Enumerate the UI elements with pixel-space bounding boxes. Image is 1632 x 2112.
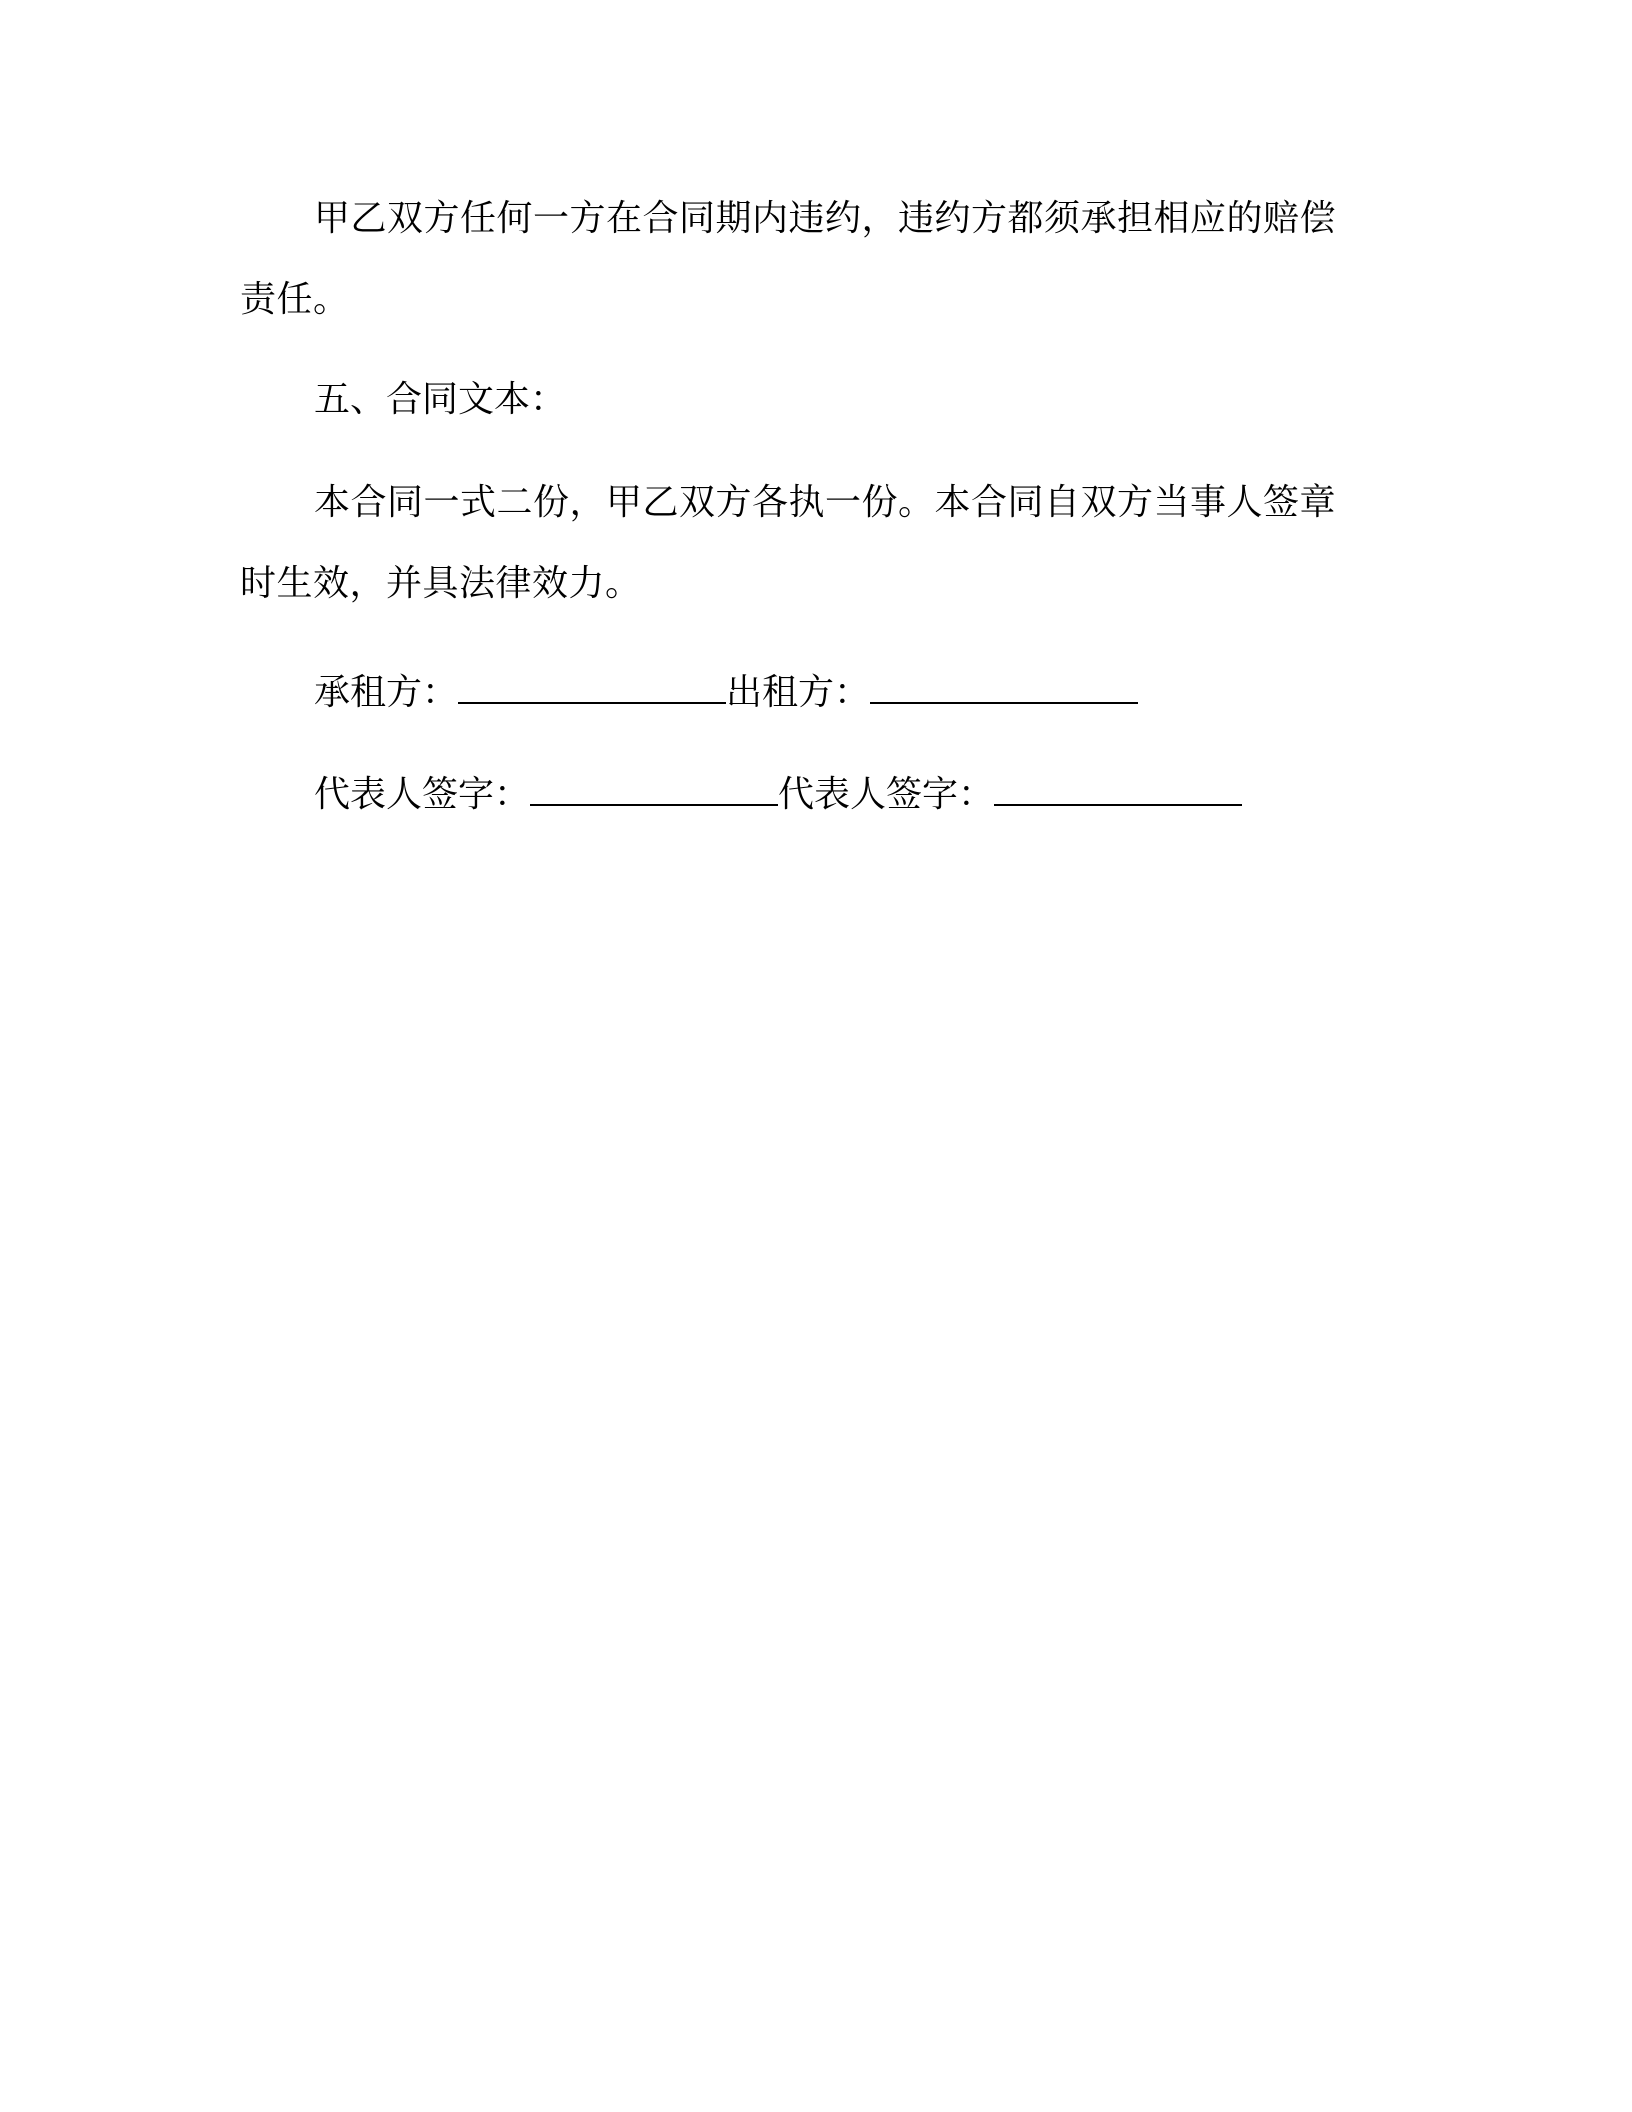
- lessor-label: 出租方：: [726, 672, 871, 713]
- lessor-rep-blank[interactable]: [994, 768, 1242, 806]
- lessee-blank[interactable]: [458, 666, 726, 704]
- lessor-rep-label: 代表人签字：: [778, 774, 995, 815]
- lessor-blank[interactable]: [870, 666, 1138, 704]
- lessee-rep-label: 代表人签字：: [314, 774, 531, 815]
- copies-paragraph: 本合同一式二份，甲乙双方各执一份。本合同自双方当事人签章时生效，并具法律效力。: [240, 482, 1337, 604]
- lessee-label: 承租方：: [314, 672, 459, 713]
- section-title-contract-text: 五、合同文本：: [314, 379, 567, 420]
- party-signature-line: [314, 666, 1138, 717]
- representative-signature-line: [314, 768, 1242, 819]
- lessee-rep-blank[interactable]: [530, 768, 778, 806]
- breach-paragraph: 甲乙双方任何一方在合同期内违约，违约方都须承担相应的赔偿责任。: [240, 198, 1337, 320]
